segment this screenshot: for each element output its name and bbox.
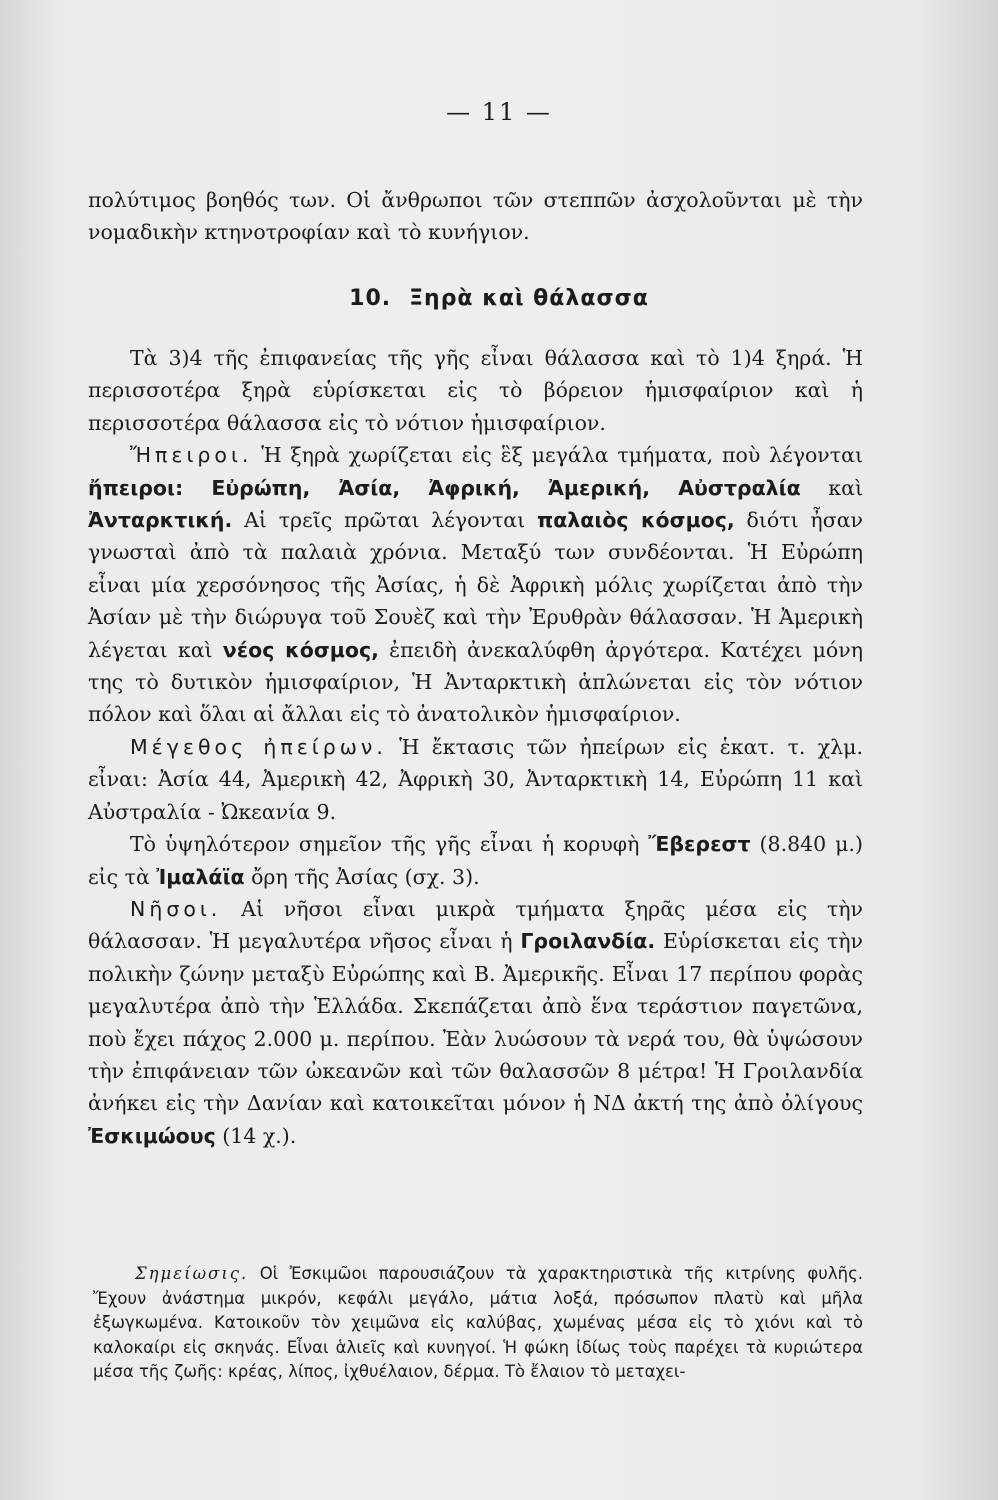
continents-label: Ἤπειροι. <box>130 443 253 468</box>
everest-term: Ἔβερεστ <box>648 832 751 857</box>
eskimos-term: Ἐσκιμώους <box>88 1123 216 1148</box>
footnote <box>93 1262 863 1385</box>
continents-paragraph <box>88 439 863 731</box>
everest-paragraph <box>88 828 863 893</box>
new-world-term: νέος κόσμος, <box>222 637 379 662</box>
continents-text-2: καὶ <box>800 475 863 500</box>
section-body <box>88 342 863 1152</box>
everest-text-1: Τὸ ὑψηλότερον σημεῖον τῆς γῆς εἶναι ἡ κορυφὴ <box>130 832 649 857</box>
greenland-term: Γροιλανδία. <box>520 929 656 954</box>
islands-text-1: Αἱ νῆσοι εἶναι μικρὰ τμήματα ξηρᾶς μέσα εἰς τὴν θάλασσαν. Ἡ μεγαλυτέρα νῆσος εἶναι ἡ <box>88 896 863 954</box>
footnote-text: Οἱ Ἐσκιμῶοι παρουσιάζουν τὰ χαρακτηριστικὰ τῆς κιτρίνης φυλῆς. Ἔχουν ἀνάστημα μικρόν, κεφάλι μεγάλο, μάτια λοξά, πρόσωπον πλατὺ καὶ μῆλα ἐξωγκωμένα. Κατοικοῦν τὸν χειμῶνα εἰς καλύβας, χωμένας μέσα εἰς τὸ χιόνι καὶ τὸ καλοκαίρι εἰς σκηνάς. Εἶναι ἁλιεῖς καὶ κυνηγοί. Ἡ φώκη ἰδίως τοὺς παρέχει τὰ κυριώτερα μέσα τῆς ζωῆς: κρέας, λίπος, ἰχθυέλαιον, δέρμα. Τὸ ἔλαιον τὸ μεταχει- <box>93 1264 863 1382</box>
continents-text-1: Ἡ ξηρὰ χωρίζεται εἰς ἓξ μεγάλα τμήματα, ποὺ λέγονται <box>252 443 863 468</box>
continents-text-3: Αἱ τρεῖς πρῶται λέγονται <box>232 508 537 533</box>
section-number: 10. <box>349 286 392 311</box>
antarctica-term: Ἀνταρκτική. <box>88 508 233 533</box>
size-paragraph <box>88 731 863 828</box>
old-world-term: παλαιὸς κόσμος, <box>536 508 735 533</box>
size-text: Ἡ ἔκτασις τῶν ἠπείρων εἰς ἑκατ. τ. χλμ. εἶναι: Ἀσία 44, Ἀμερικὴ 42, Ἀφρικὴ 30, Ἀνταρκτικὴ 14, Εὐρώπη 11 καὶ Αὐστραλία - Ὠκεανία 9. <box>88 734 863 824</box>
islands-text-3: (14 χ.). <box>215 1123 297 1148</box>
intro-paragraph <box>88 184 863 249</box>
islands-paragraph <box>88 893 863 1152</box>
footnote-label: Σημείωσις. <box>135 1264 249 1283</box>
continents-text-5: ἐπειδὴ ἀνεκαλύφθη ἀργότερα. Κατέχει μόνη της τὸ δυτικὸν ἡμισφαίριον, Ἡ Ἀνταρκτικὴ ἁπλώνεται εἰς τὸν νότιον πόλον καὶ ὅλαι αἱ ἄλλαι εἰς τὸ ἀνατολικὸν ἡμισφαίριον. <box>88 637 864 727</box>
footnote-paragraph <box>93 1262 863 1385</box>
himalaya-term: Ἰμαλάϊα <box>156 864 245 889</box>
size-label: Μέγεθος ἠπείρων. <box>130 734 387 759</box>
islands-text-2: Εὑρίσκεται εἰς τὴν πολικὴν ζώνην μεταξὺ Εὐρώπης καὶ Β. Ἀμερικῆς. Εἶναι 17 περίπου φορὰς μεγαλυτέρα ἀπὸ τὴν Ἑλλάδα. Σκεπάζεται ἀπὸ ἕνα τεράστιον παγετῶνα, ποὺ ἔχει πάχος 2.000 μ. περίπου. Ἐὰν λυώσουν τὰ νερά του, θὰ ὑψώσουν τὴν ἐπιφάνειαν τῶν ὠκεανῶν καὶ τῶν θαλασσῶν 8 μέτρα! Ἡ Γροιλανδία ἀνήκει εἰς τὴν Δανίαν καὶ κατοικεῖται μόνον ἡ ΝΔ ἀκτή της ἀπὸ ὀλίγους <box>88 929 863 1116</box>
islands-label: Νῆσοι. <box>130 896 222 921</box>
continents-list: ἤπειροι: Εὐρώπη, Ἀσία, Ἀφρική, Ἀμερική, Αὐστραλία <box>88 475 801 500</box>
continents-text-4: διότι ἦσαν γνωσταὶ ἀπὸ τὰ παλαιὰ χρόνια. Μεταξύ των συνδέονται. Ἡ Εὐρώπη εἶναι μία χερσόνησος τῆς Ἀσίας, ἡ δὲ Ἀφρικὴ μόλις χωρίζεται ἀπὸ τὴν Ἀσίαν μὲ τὴν διώρυγα τοῦ Σουὲζ καὶ τὴν Ἐρυθρὰν θάλασσαν. Ἡ Ἀμερικὴ λέγεται καὶ <box>88 508 863 662</box>
section-title: Ξηρὰ καὶ θάλασσα <box>409 286 649 311</box>
land-sea-paragraph: Τὰ 3)4 τῆς ἐπιφανείας τῆς γῆς εἶναι θάλασσα καὶ τὸ 1)4 ξηρά. Ἡ περισσοτέρα ξηρὰ εὑρίσκεται εἰς τὸ βόρειον ἡμισφαίριον καὶ ἡ περισσοτέρα θάλασσα εἰς τὸ νότιον ἡμισφαίριον. <box>88 346 863 435</box>
intro-text: πολύτιμος βοηθός των. Οἱ ἄνθρωποι τῶν στεππῶν ἀσχολοῦνται μὲ τὴν νομαδικὴν κτηνοτροφίαν καὶ τὸ κυνήγιον. <box>88 188 863 245</box>
page-number: — 11 — <box>446 98 552 126</box>
everest-text-3: ὄρη τῆς Ἀσίας (σχ. 3). <box>244 864 480 889</box>
section-heading <box>0 286 998 311</box>
everest-text-2: (8.840 μ.) εἰς τὰ <box>88 832 864 889</box>
